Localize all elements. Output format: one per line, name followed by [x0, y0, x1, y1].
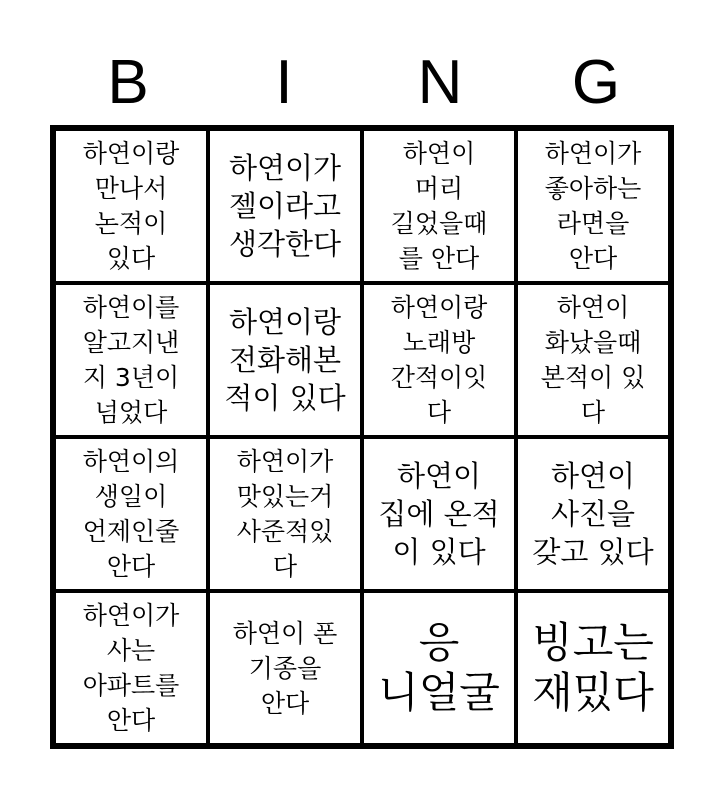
bingo-cell[interactable]	[208, 591, 362, 745]
cell-text: 하연이가 좋아하는 라면을 안다	[544, 139, 642, 273]
bingo-cell[interactable]	[362, 591, 516, 745]
cell-text: 하연이랑 만나서 논적이 있다	[82, 139, 180, 273]
bingo-cell[interactable]	[362, 129, 516, 283]
bingo-cell[interactable]	[362, 437, 516, 591]
cell-text: 하연이가 젤이라고 생각한다	[228, 151, 342, 261]
bingo-cell[interactable]	[54, 437, 208, 591]
bingo-cell[interactable]	[362, 283, 516, 437]
bingo-cell[interactable]	[516, 283, 670, 437]
bingo-cell[interactable]	[516, 129, 670, 283]
cell-text: 하연이랑 전화해본 적이 있다	[224, 305, 346, 415]
bingo-cell[interactable]	[516, 437, 670, 591]
bingo-cell[interactable]	[208, 129, 362, 283]
bingo-cell[interactable]	[516, 591, 670, 745]
cell-text: 하연이의 생일이 언제인줄 안다	[82, 447, 180, 581]
cell-text: 하연이랑 노래방 간적이잇 다	[390, 293, 488, 427]
cell-text: 하연이 사진을 갖고 있다	[532, 459, 654, 569]
bingo-cell[interactable]	[208, 437, 362, 591]
cell-text: 빙고는 재밌다	[532, 618, 654, 717]
bingo-cell[interactable]	[54, 591, 208, 745]
cell-text: 하연이 폰 기종을 안다	[232, 618, 338, 718]
title-letter-b: B	[107, 48, 149, 117]
cell-text: 하연이가 사는 아파트를 안다	[82, 601, 180, 735]
title-letter-n: N	[417, 48, 463, 117]
title-letter-i: I	[275, 48, 293, 117]
bingo-cell[interactable]	[54, 283, 208, 437]
cell-text: 하연이 화났을때 본적이 있 다	[540, 293, 646, 427]
title-letter-g: G	[571, 48, 621, 117]
bingo-cell[interactable]	[208, 283, 362, 437]
cell-text: 하연이 머리 길었을때 를 안다	[390, 139, 488, 273]
cell-text: 하연이를 알고지낸 지 3년이 넘었다	[82, 293, 180, 427]
bingo-board	[50, 125, 674, 749]
bingo-cell[interactable]	[54, 129, 208, 283]
cell-text: 하연이가 맛있는거 사준적있 다	[236, 447, 334, 581]
cell-text: 응 니얼굴	[378, 618, 500, 717]
cell-text: 하연이 집에 온적 이 있다	[378, 459, 500, 569]
bingo-title	[50, 40, 674, 125]
